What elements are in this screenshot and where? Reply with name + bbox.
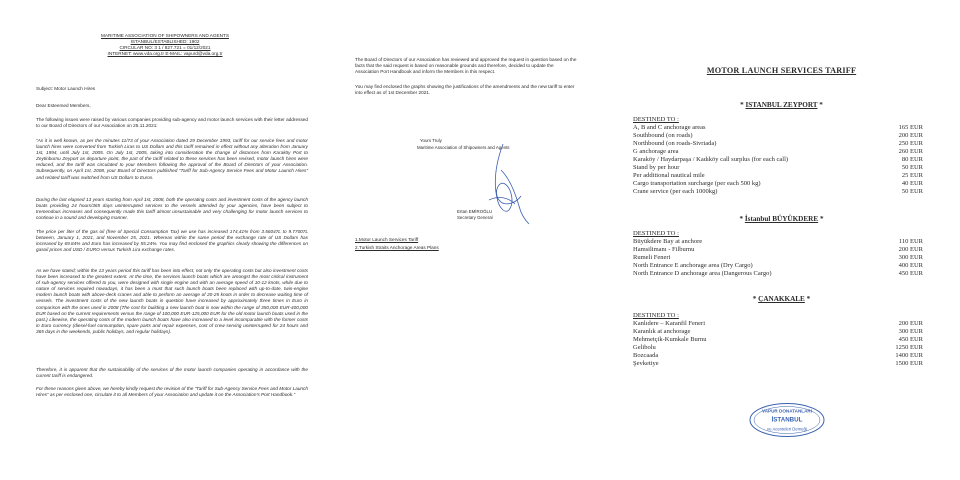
section-name: ÇANAKKALE — [758, 295, 805, 303]
tariff-row — [633, 156, 923, 164]
destination-name: G anchorage area — [633, 148, 679, 155]
quote-paragraph-4: As we have stated; within the 13 years period this tariff has been into effect, not only the operating costs but also investment costs have been increased to the greatest extent. At the time, the services launch boats which are amongst the most critical instrument of sub-agency services offered to you, were designed with single engine and with an average speed of 10-12 knots, while due to nature of services required nowadays, it has been a must that such launch boats been replaced with up-to-date, twin-engine modern launch boats with above-deck cranes and able to perform an average of 20-25 knots in order to decrease waiting time of vessels. The investment costs of the new launch boats in question have increased by approximately three times in Euro in comparison with the ones used in 2008 (The cost for building a new launch boat is now within the range of 350,000 EUR-400,000 EUR based on the current requirements versus the range of 100,000 EUR-125,000 EUR for the old motor launch boats used in the past.) Likewise, the operating costs of the modern launch boats have also increased to a level incomparable with the former costs in Euro currency (diesel-fuel consumption, spare parts and repair expenses, cost of crew serving uninterrupted for 24 hours and 365 days in the weekends, public holidays, and regular holidays). — [36, 268, 308, 334]
price: 1250 EUR — [895, 344, 923, 351]
section-heading-buyukdere: * İstanbul BÜYÜKDERE * — [739, 215, 824, 223]
destination-name: Northbound (on roads-Sivriada) — [633, 140, 717, 147]
quote-paragraph-2: During the last elapsed 13 years starting from April 1st, 2008, both the operating costs and investment costs of the agency launch boats providing 24 hours/365 days uninterrupted services to the vessels attended by your agencies, have been subject to tremendous increases and consequently made this tariff almost unsustainable and very challenging for motor launch services to continue in a sound and developing manner. — [36, 197, 308, 221]
price: 80 EUR — [901, 156, 923, 163]
price: 1500 EUR — [895, 360, 923, 367]
price: 250 EUR — [898, 140, 923, 147]
quote-paragraph-3: The price per liter of the gas oil (free of Special Consumption Tax) we use has increased 174,41% from 3.56047L to 9.77007L between, January 1, 2021, and November 25, 2021. Whereas within the same period the exchange rate of US Dollars has increased by 69.84% and Euro has increased by 55.24%. You may find enclosed the graphics clearly showing the differences on gasoil prices and USD / EURO versus Turkish Lira exchange rates. — [36, 229, 308, 253]
section-heading-zeyport: * ISTANBUL ZEYPORT * — [740, 101, 823, 109]
board-paragraph: The Board of Directors of our Association has reviewed and approved the request in question based on the facts that the said request is based on reasonable grounds and therefore, decided to update the Association Port Handbook and inform the Members in this respect. — [355, 57, 577, 75]
destination-name: Southbound (on roads) — [633, 132, 693, 139]
tariff-row — [633, 254, 923, 262]
letterhead — [60, 33, 270, 57]
price: 1400 EUR — [895, 352, 923, 359]
letter-page-2 — [325, 0, 603, 480]
tariff-row — [633, 320, 923, 328]
salutation: Dear Esteemed Members, — [36, 103, 91, 108]
letterhead-line: MARITIME ASSOCIATION OF SHIPOWNERS AND AGENTS — [100, 33, 230, 38]
tariff-row — [633, 270, 923, 278]
destination-name: Crane service (per each 1000kg) — [633, 188, 718, 195]
destination-name: Karaköy / Haydarpaşa / Kadıköy call surplus (for each call) — [633, 156, 789, 163]
destination-name: Per additional nautical mile — [633, 172, 705, 179]
closing: Yours Truly — [420, 138, 442, 143]
tariff-row — [633, 124, 923, 132]
price: 200 EUR — [898, 132, 923, 139]
tariff-row — [633, 180, 923, 188]
destination-name: Büyükdere Bay at anchore — [633, 238, 703, 245]
price: 110 EUR — [898, 238, 923, 245]
tariff-page — [603, 0, 960, 480]
destined-to-label: DESTINED TO : — [633, 312, 679, 319]
quote-paragraph-6: For these reasons given above, we hereby kindly request the revision of the "Tariff for Sub-Agency Service Fees and Motor Launch Hires" as per enclosed one, circulate it to all Members of your Association and update it on the Association's Port Handbook." — [36, 386, 308, 398]
tariff-row — [633, 360, 923, 368]
quote-paragraph-1: "As it is well known, as per the minutes 11/73 of your Association dated 29 December 1993, tariff for our service fees and motor launch hires were converted from Turkish Liras to US Dollars and this tariff remained in effect without any alteration from January 1st, 1994, until July 1st, 2005. On July 1st, 2005, taking into consideration the change of distances from Karaköy Port to Zeytinburnu Zeyport as departure point, the part of the tariff related to these services has been revised, motor launch hires were reduced, and the tariff was circulated to your Members following the approval of the Board of Directors of your Association. Subsequently, on April 1st, 2008, your Board of Directors published "Tariff for Sub-Agency Service Fees and Motor Launch Hires" and related tariff was switched from US Dollars to Euros. — [36, 138, 308, 180]
price: 200 EUR — [898, 246, 923, 253]
signer-name: Ertan EMİROĞLU — [457, 209, 493, 214]
letterhead-line: INTERNET: www.vda.org.tr E-MAIL: vapurd@vda.org.tr — [107, 51, 223, 56]
price: 165 EUR — [898, 124, 923, 131]
price: 40 EUR — [901, 180, 923, 187]
association-name: Maritime Association of Shipowners and Agents — [417, 145, 510, 150]
price: 25 EUR — [901, 172, 923, 179]
tariff-row — [633, 352, 923, 360]
tariff-row — [633, 344, 923, 352]
price: 450 EUR — [898, 270, 923, 277]
tariff-title: MOTOR LAUNCH SERVICES TARIFF — [706, 66, 857, 75]
tariff-row — [633, 140, 923, 148]
price: 450 EUR — [898, 336, 923, 343]
tariff-row — [633, 238, 923, 246]
enclosed-paragraph: You may find enclosed the graphs showing the justifications of the amendments and the new tariff to enter into effect as of 1st December 2021. — [355, 84, 575, 96]
destination-name: Kanlıdere – Karanfil Feneri — [633, 320, 706, 327]
tariff-row — [633, 246, 923, 254]
destination-name: North Entrance E anchorage area (Dry Cargo) — [633, 262, 753, 269]
price: 200 EUR — [898, 320, 923, 327]
destination-name: Şevketiye — [633, 360, 659, 367]
enclosure-item[interactable]: 2.Turkish Straits Anchorage Areas Plans — [355, 245, 439, 250]
stamp-text: ve Acenteleri Derneği — [767, 426, 807, 432]
destination-name: Cargo transportation surcharge (per each 500 kg) — [633, 180, 761, 187]
tariff-row — [633, 336, 923, 344]
tariff-row — [633, 148, 923, 156]
tariff-row — [633, 132, 923, 140]
price: 400 EUR — [898, 262, 923, 269]
letter-page-1 — [0, 0, 325, 480]
destined-to-label: DESTINED TO : — [633, 230, 679, 237]
intro-paragraph: The following issues were raised by various companies providing sub-agency and motor launch services with their letter addressed to our Board of Directors of our Association on 25.11.2021: — [36, 117, 308, 129]
destination-name: A, B and C anchorage areas — [633, 124, 706, 131]
price: 50 EUR — [901, 164, 923, 171]
section-name: ISTANBUL ZEYPORT — [745, 101, 818, 109]
stamp-text: VAPUR DONATANLARI — [761, 408, 813, 414]
destination-name: Hamsilimanı - Filburnu — [633, 246, 695, 253]
price: 300 EUR — [898, 328, 923, 335]
destination-name: Rumeli Feneri — [633, 254, 671, 261]
tariff-row — [633, 262, 923, 270]
tariff-row — [633, 164, 923, 172]
tariff-row — [633, 328, 923, 336]
destination-name: Mehmetçik-Kumkale Burnu — [633, 336, 707, 343]
destination-name: Stand by per hour — [633, 164, 680, 171]
section-name: İstanbul BÜYÜKDERE — [744, 215, 819, 223]
tariff-row — [633, 172, 923, 180]
section-heading-canakkale: * ÇANAKKALE * — [752, 295, 811, 303]
price: 300 EUR — [898, 254, 923, 261]
destination-name: North Entrance D anchorage area (Dangerous Cargo) — [633, 270, 772, 277]
subject-line: Subject: Motor Launch Hires — [36, 86, 96, 91]
association-stamp — [748, 402, 826, 438]
quote-paragraph-5: Therefore, it is apparent that the sustainability of the services of the motor launch companies operating in accordance with the current tariff is endangered. — [36, 367, 308, 379]
destined-to-label: DESTINED TO : — [633, 116, 679, 123]
letterhead-line: ISTANBUL/ESTABLISHED: 1902 — [130, 39, 200, 44]
destination-name: Karanlık at anchorage — [633, 328, 691, 335]
price: 50 EUR — [901, 188, 923, 195]
destination-name: Bozcaada — [633, 352, 659, 359]
destination-name: Gelibolu — [633, 344, 656, 351]
tariff-row — [633, 188, 923, 196]
signer-title: Secretary General — [457, 215, 493, 220]
price: 260 EUR — [898, 148, 923, 155]
letterhead-line: CIRCULAR NO: 3 1 / 827.721 = 01/12/2021 — [119, 45, 211, 50]
enclosure-item[interactable]: 1.Motor Launch Services Tariff — [355, 237, 419, 242]
stamp-text: İSTANBUL — [771, 416, 803, 424]
